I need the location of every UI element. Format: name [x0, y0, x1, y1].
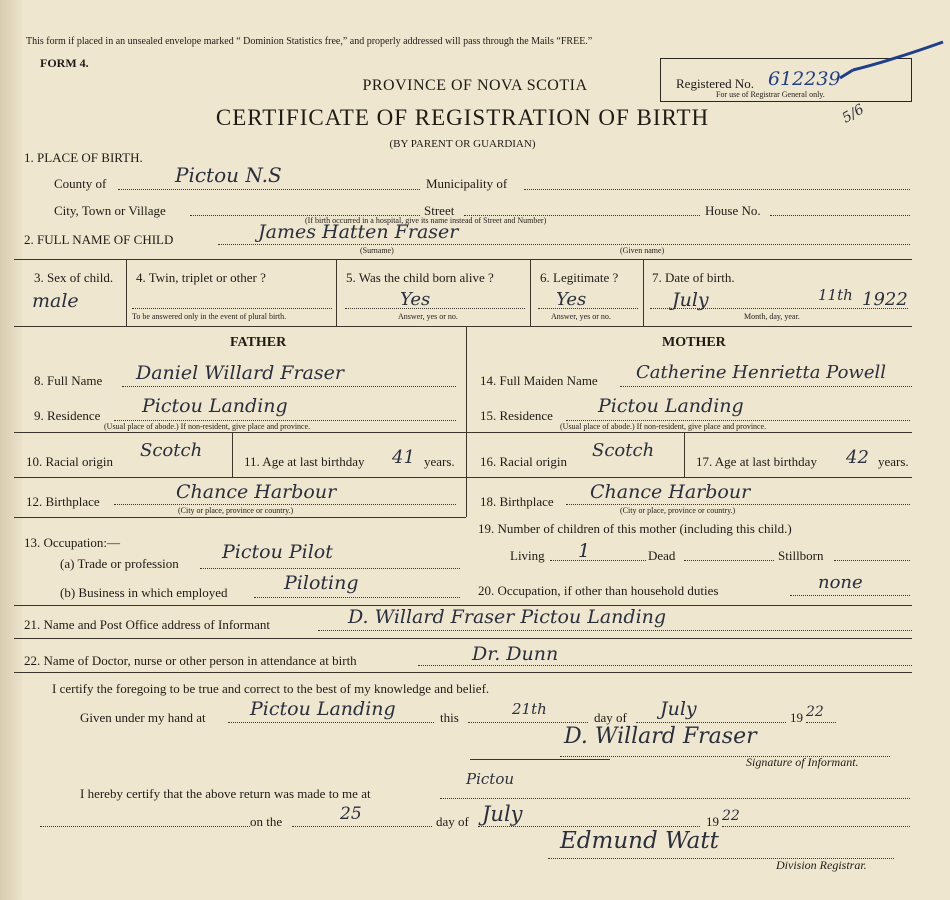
father-birthplace-line [114, 504, 456, 505]
father-birthplace-value: Chance Harbour [176, 481, 337, 503]
given-day-line [468, 722, 588, 723]
informant-signature: D. Willard Fraser [564, 724, 757, 749]
father-racial-label: 10. Racial origin [26, 454, 114, 469]
parents-divider [466, 326, 467, 517]
business-label: (b) Business in which employed [60, 585, 228, 600]
return-year-line [722, 826, 910, 827]
father-racial-value: Scotch [140, 440, 203, 461]
city-label: City, Town or Village [54, 203, 166, 218]
return-day: 25 [340, 804, 362, 824]
father-age-value: 41 [392, 447, 415, 468]
return-month: July [482, 802, 523, 826]
informant-label: 21. Name and Post Office address of Informant [24, 617, 270, 632]
certify-text: I certify the foregoing to be true and correct to the best of my knowledge and belief. [52, 681, 490, 696]
mother-birthplace-line [566, 504, 910, 505]
mother-residence-value: Pictou Landing [598, 395, 744, 417]
living-value: 1 [578, 540, 591, 562]
informant-sig-label: Signature of Informant. [746, 755, 859, 769]
father-name-label: 8. Full Name [34, 373, 103, 388]
return-day-of-label: day of [436, 814, 469, 829]
mother-name-line [620, 386, 912, 387]
living-line [550, 560, 646, 561]
alive-note: Answer, yes or no. [398, 312, 458, 321]
divider [336, 259, 337, 326]
alive-label: 5. Was the child born alive ? [346, 270, 494, 285]
mother-racial-label: 16. Racial origin [480, 454, 568, 469]
doctor-label: 22. Name of Doctor, nurse or other person in attendance at birth [24, 653, 357, 668]
twin-note: To be answered only in the event of plural birth. [132, 312, 287, 321]
divider [684, 432, 685, 477]
divider [232, 432, 233, 477]
mother-residence-label: 15. Residence [480, 408, 553, 423]
registered-number: 612239 [768, 68, 841, 90]
dob-label: 7. Date of birth. [652, 270, 735, 285]
given-label: Given under my hand at [80, 710, 206, 725]
house-label: House No. [705, 203, 761, 218]
mother-age-unit: years. [878, 454, 909, 469]
child-name-value: James Hatten Fraser [258, 221, 459, 243]
mother-occupation-value: none [818, 572, 863, 593]
house-line [770, 215, 910, 216]
given-month-line [636, 722, 786, 723]
registered-label: Registered No. [676, 76, 754, 91]
mother-residence-note: (Usual place of abode.) If non-resident, give place and province. [560, 422, 767, 431]
street-note: (If birth occurred in a hospital, give its name instead of Street and Number) [305, 216, 547, 225]
child-name-label: 2. FULL NAME OF CHILD [24, 232, 174, 247]
municipality-label: Municipality of [426, 176, 508, 191]
given-month: July [660, 698, 697, 720]
father-name-value: Daniel Willard Fraser [136, 362, 344, 384]
twin-line [132, 308, 332, 309]
father-age-label: 11. Age at last birthday [244, 454, 365, 469]
father-birthplace-label: 12. Birthplace [26, 494, 100, 509]
day-of-label: day of [594, 710, 627, 725]
mother-age-value: 42 [846, 447, 869, 468]
short-rule [470, 759, 610, 760]
legitimate-value: Yes [556, 289, 587, 310]
stillborn-label: Stillborn [778, 548, 824, 563]
divider [126, 259, 127, 326]
mother-birthplace-label: 18. Birthplace [480, 494, 554, 509]
divider [530, 259, 531, 326]
trade-line [200, 568, 460, 569]
given-name-label: (Given name) [620, 246, 665, 255]
mother-age-label: 17. Age at last birthday [696, 454, 817, 469]
mother-racial-value: Scotch [592, 440, 655, 461]
return-month-line [478, 826, 700, 827]
alive-line [345, 308, 525, 309]
doctor-line [418, 665, 912, 666]
dob-line [650, 308, 908, 309]
return-day-line [292, 826, 432, 827]
given-year-prefix: 19 [790, 710, 803, 725]
place-of-birth-label: 1. PLACE OF BIRTH. [24, 150, 143, 165]
father-name-line [122, 386, 456, 387]
mother-name-value: Catherine Henrietta Powell [636, 362, 886, 383]
rule [14, 477, 912, 478]
return-place: Pictou [466, 770, 515, 788]
father-residence-note: (Usual place of abode.) If non-resident, give place and province. [104, 422, 311, 431]
dob-day: 11th [818, 286, 853, 304]
business-line [254, 597, 460, 598]
certificate-subtitle: (BY PARENT OR GUARDIAN) [389, 138, 536, 150]
given-place-line [228, 722, 434, 723]
father-birthplace-note: (City or place, province or country.) [178, 506, 294, 515]
father-heading: FATHER [230, 335, 287, 350]
given-year: 22 [806, 704, 824, 720]
corner-mark: 5/6 [839, 101, 868, 127]
children-count-label: 19. Number of children of this mother (including this child.) [478, 521, 792, 536]
dob-note: Month, day, year. [744, 312, 800, 321]
registrar-signature: Edmund Watt [560, 828, 719, 854]
father-residence-label: 9. Residence [34, 408, 101, 423]
doctor-value: Dr. Dunn [472, 643, 559, 665]
return-lead-line [40, 826, 250, 827]
mother-name-label: 14. Full Maiden Name [480, 373, 598, 388]
mother-birthplace-note: (City or place, province or country.) [620, 506, 736, 515]
given-place: Pictou Landing [250, 698, 396, 720]
alive-value: Yes [400, 289, 431, 310]
divider [643, 259, 644, 326]
legitimate-label: 6. Legitimate ? [540, 270, 619, 285]
legitimate-line [538, 308, 638, 309]
return-place-line [440, 798, 910, 799]
street-label: Street [424, 203, 455, 218]
sex-label: 3. Sex of child. [34, 270, 114, 285]
dob-year: 1922 [862, 289, 908, 310]
rule [14, 672, 912, 673]
county-label: County of [54, 176, 107, 191]
informant-line [318, 630, 912, 631]
municipality-line [524, 189, 910, 190]
twin-label: 4. Twin, triplet or other ? [136, 270, 266, 285]
certificate-title: CERTIFICATE OF REGISTRATION OF BIRTH [215, 105, 710, 130]
mother-occupation-label: 20. Occupation, if other than household duties [478, 583, 719, 598]
trade-label: (a) Trade or profession [60, 556, 179, 571]
father-occupation-label: 13. Occupation:— [24, 535, 121, 550]
registrar-note: For use of Registrar General only. [716, 90, 825, 99]
county-line [118, 189, 420, 190]
rule [14, 326, 912, 327]
informant-value: D. Willard Fraser Pictou Landing [348, 606, 667, 628]
dob-month: July [672, 289, 709, 311]
mother-heading: MOTHER [662, 335, 726, 350]
registrar-label: Division Registrar. [776, 858, 867, 872]
rule [14, 432, 912, 433]
mother-residence-line [566, 420, 910, 421]
rule [14, 259, 912, 260]
sex-value: male [32, 290, 79, 312]
county-value: Pictou N.S [175, 163, 282, 187]
on-the-label: on the [250, 814, 283, 829]
trade-value: Pictou Pilot [222, 541, 333, 563]
this-label: this [440, 710, 459, 725]
surname-label: (Surname) [360, 246, 394, 255]
return-year: 22 [722, 808, 740, 824]
return-year-prefix: 19 [706, 814, 719, 829]
mail-notice: This form if placed in an unsealed envelope marked “ Dominion Statistics free,” and properly addressed will pass through the Mails “FREE.” [26, 36, 593, 47]
rule [14, 517, 466, 518]
father-residence-line [114, 420, 456, 421]
form-number: FORM 4. [40, 56, 89, 70]
province-heading: PROVINCE OF NOVA SCOTIA [362, 77, 588, 94]
mother-occupation-line [790, 595, 910, 596]
stillborn-line [834, 560, 910, 561]
return-text: I hereby certify that the above return was made to me at [80, 786, 371, 801]
living-label: Living [510, 548, 545, 563]
rule [14, 638, 912, 639]
given-day: 21th [512, 700, 547, 718]
given-year-line [806, 722, 836, 723]
business-value: Piloting [284, 572, 359, 594]
mother-birthplace-value: Chance Harbour [590, 481, 751, 503]
dead-label: Dead [648, 548, 676, 563]
dead-line [684, 560, 774, 561]
father-age-unit: years. [424, 454, 455, 469]
legitimate-note: Answer, yes or no. [551, 312, 611, 321]
father-residence-value: Pictou Landing [142, 395, 288, 417]
child-name-line [218, 244, 910, 245]
